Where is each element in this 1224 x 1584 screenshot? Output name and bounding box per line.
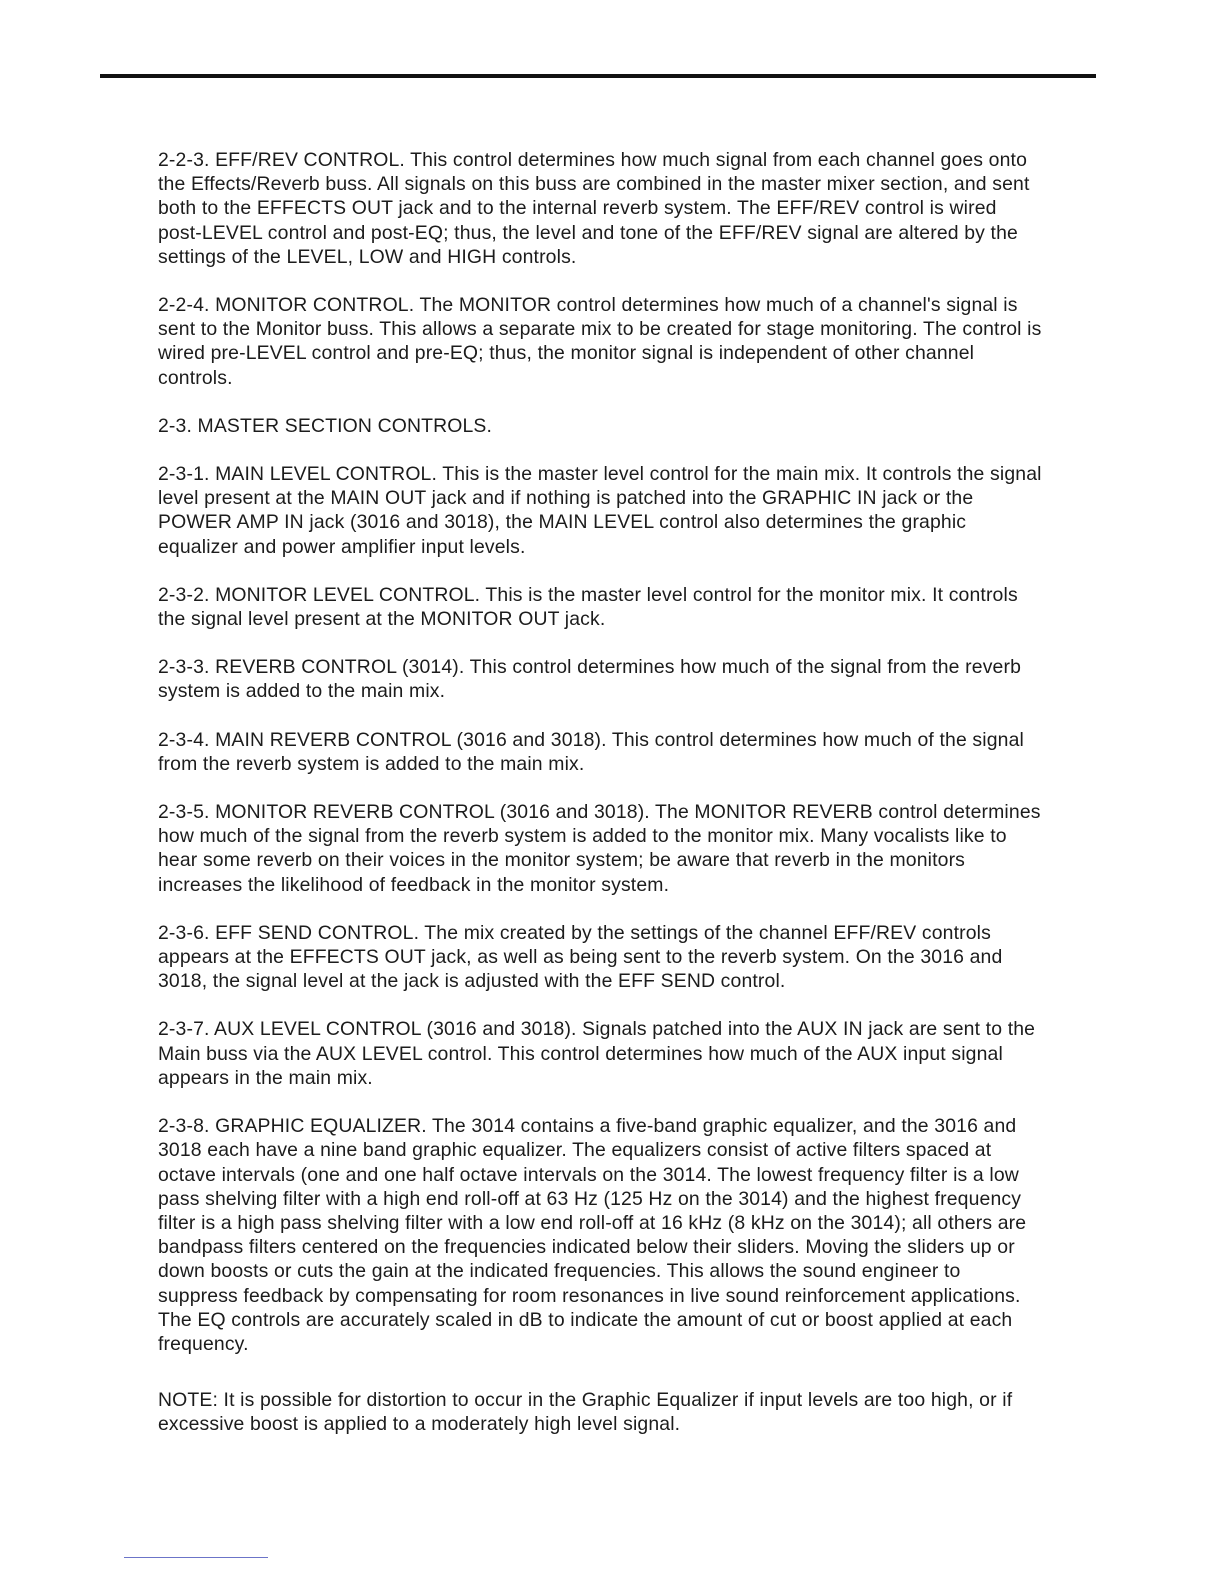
section-2-3-heading: 2-3. MASTER SECTION CONTROLS.	[158, 414, 493, 437]
section-2-3-4-main-reverb-control: 2-3-4. MAIN REVERB CONTROL (3016 and 3018). This control determines how much of the signal from the reverb system is added to the main mix.	[158, 728, 1024, 775]
section-2-2-3-eff-rev-control: 2-2-3. EFF/REV CONTROL. This control determines how much signal from each channel goes onto the Effects/Reverb buss. All signals on this buss are combined in the master mixer section, and sent both to the EFFECTS OUT jack and to the internal reverb system. The EFF/REV control is wired post-LEVEL control and post-EQ; thus, the level and tone of the EFF/REV signal are altered by the settings of the LEVEL, LOW and HIGH controls.	[158, 149, 1030, 268]
section-2-3-5-monitor-reverb-control: 2-3-5. MONITOR REVERB CONTROL (3016 and 3018). The MONITOR REVERB control determines how much of the signal from the reverb system is added to the monitor mix. Many vocalists like to hear some reverb on their voices in the monitor system; be aware that reverb in the monitors increases the likelihood of feedback in the monitor system.	[158, 801, 1041, 896]
bottom-rule	[124, 1557, 268, 1558]
top-rule	[100, 74, 1096, 78]
section-2-2-4-monitor-control: 2-2-4. MONITOR CONTROL. The MONITOR control determines how much of a channel's signal is sent to the Monitor buss. This allows a separate mix to be created for stage monitoring. The control is wired pre-LEVEL control and pre-EQ; thus, the monitor signal is independent of other channel controls.	[158, 294, 1042, 389]
section-2-3-8-graphic-equalizer: 2-3-8. GRAPHIC EQUALIZER. The 3014 contains a five-band graphic equalizer, and the 3016 and 3018 each have a nine band graphic equalizer. The equalizers consist of active filters spaced at octave intervals (one and one half octave intervals on the 3014. The lowest frequency filter is a low pass shelving filter with a high end roll-off at 63 Hz (125 Hz on the 3014) and the highest frequency filter is a high pass shelving filter with a low end roll-off at 16 kHz (8 kHz on the 3014); all others are bandpass filters centered on the frequencies indicated below their sliders. Moving the sliders up or down boosts or cuts the gain at the indicated frequencies. This allows the sound engineer to suppress feedback by compensating for room resonances in live sound reinforcement applications. The EQ controls are accurately scaled in dB to indicate the amount of cut or boost applied at each frequency.	[158, 1115, 1027, 1355]
page-body	[158, 148, 1043, 1461]
section-2-3-2-monitor-level-control: 2-3-2. MONITOR LEVEL CONTROL. This is the master level control for the monitor mix. It controls the signal level present at the MONITOR OUT jack.	[158, 583, 1018, 631]
section-2-3-6-eff-send-control: 2-3-6. EFF SEND CONTROL. The mix created by the settings of the channel EFF/REV controls appears at the EFFECTS OUT jack, as well as being sent to the reverb system. On the 3016 and 3018, the signal level at the jack is adjusted with the EFF SEND control.	[158, 921, 1003, 993]
section-2-3-3-reverb-control: 2-3-3. REVERB CONTROL (3014). This control determines how much of the signal from the reverb system is added to the main mix.	[158, 656, 1022, 703]
note-paragraph: NOTE: It is possible for distortion to occur in the Graphic Equalizer if input levels are too high, or if excessive boost is applied to a moderately high level signal.	[158, 1389, 1013, 1436]
section-2-3-1-main-level-control: 2-3-1. MAIN LEVEL CONTROL. This is the master level control for the main mix. It controls the signal level present at the MAIN OUT jack and if nothing is patched into the GRAPHIC IN jack or the POWER AMP IN jack (3016 and 3018), the MAIN LEVEL control also determines the graphic equalizer and power amplifier input levels.	[158, 463, 1042, 558]
section-2-3-7-aux-level-control: 2-3-7. AUX LEVEL CONTROL (3016 and 3018). Signals patched into the AUX IN jack are sent to the Main buss via the AUX LEVEL control. This control determines how much of the AUX input signal appears in the main mix.	[158, 1018, 1036, 1089]
